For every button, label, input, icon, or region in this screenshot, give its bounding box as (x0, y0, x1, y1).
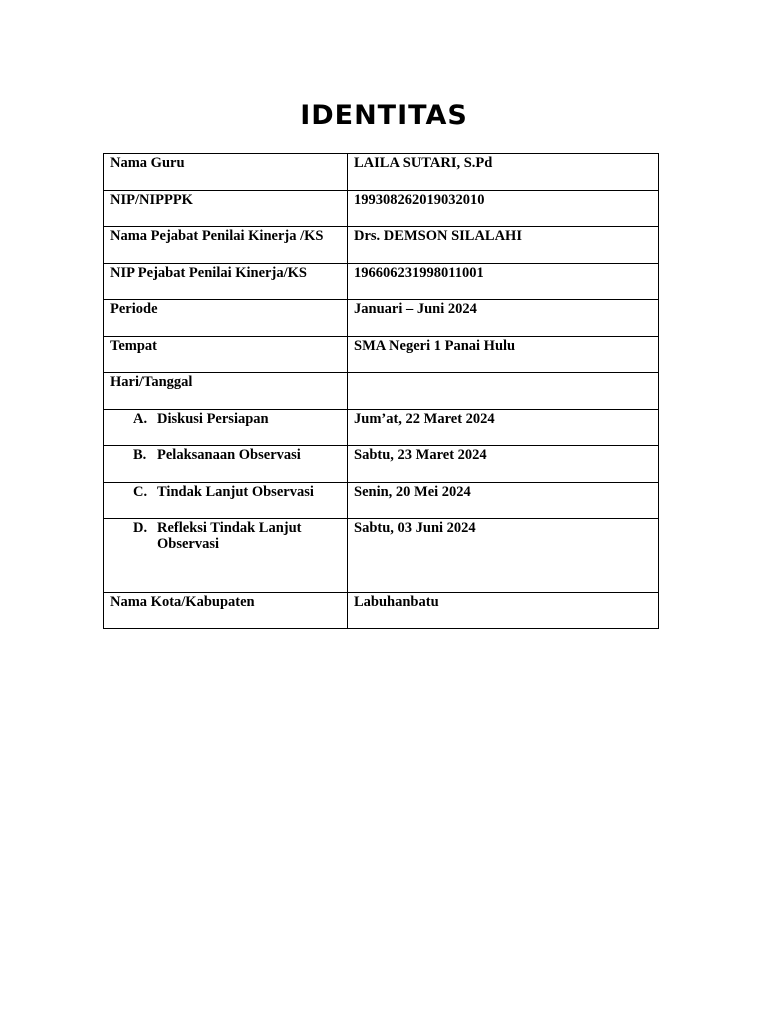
row-value: SMA Negeri 1 Panai Hulu (348, 337, 659, 373)
row-value: 196606231998011001 (348, 264, 659, 300)
row-label: Tempat (104, 337, 348, 373)
row-value: Senin, 20 Mei 2024 (348, 483, 659, 519)
row-label: NIP/NIPPPK (104, 191, 348, 227)
row-label (104, 410, 348, 446)
row-label: Hari/Tanggal (104, 373, 348, 410)
row-value: Sabtu, 03 Juni 2024 (348, 519, 659, 593)
row-value (348, 373, 659, 410)
sub-label: Refleksi Tindak Lanjut Observasi (157, 520, 302, 552)
table-row-sub-a (104, 410, 659, 446)
table-row-tempat (104, 337, 659, 373)
sub-label: Diskusi Persiapan (157, 411, 269, 427)
table-row-sub-d (104, 519, 659, 593)
table-row-nip-pejabat (104, 264, 659, 300)
row-value: 199308262019032010 (348, 191, 659, 227)
row-label (104, 483, 348, 519)
sub-label: Tindak Lanjut Observasi (157, 484, 314, 500)
row-value: Januari – Juni 2024 (348, 300, 659, 337)
row-value: Jum’at, 22 Maret 2024 (348, 410, 659, 446)
row-value: Labuhanbatu (348, 593, 659, 629)
row-label: Periode (104, 300, 348, 337)
table-row-kota (104, 593, 659, 629)
table-row-pejabat (104, 227, 659, 264)
row-label: Nama Guru (104, 154, 348, 191)
list-letter: C. (133, 484, 148, 500)
row-label: Nama Pejabat Penilai Kinerja /KS (104, 227, 348, 264)
table-row-periode (104, 300, 659, 337)
table-row-hari-tanggal (104, 373, 659, 410)
table-row-nama-guru (104, 154, 659, 191)
table-row-nip (104, 191, 659, 227)
sub-label: Pelaksanaan Observasi (157, 447, 301, 463)
page-title: IDENTITAS (300, 100, 468, 131)
row-label (104, 446, 348, 483)
row-value: LAILA SUTARI, S.Pd (348, 154, 659, 191)
list-letter: D. (133, 520, 148, 536)
row-value: Sabtu, 23 Maret 2024 (348, 446, 659, 483)
identity-table (103, 153, 659, 629)
row-label (104, 519, 348, 593)
list-letter: A. (133, 411, 148, 427)
table-row-sub-b (104, 446, 659, 483)
row-label: Nama Kota/Kabupaten (104, 593, 348, 629)
row-value: Drs. DEMSON SILALAHI (348, 227, 659, 264)
table-row-sub-c (104, 483, 659, 519)
list-letter: B. (133, 447, 147, 463)
row-label: NIP Pejabat Penilai Kinerja/KS (104, 264, 348, 300)
